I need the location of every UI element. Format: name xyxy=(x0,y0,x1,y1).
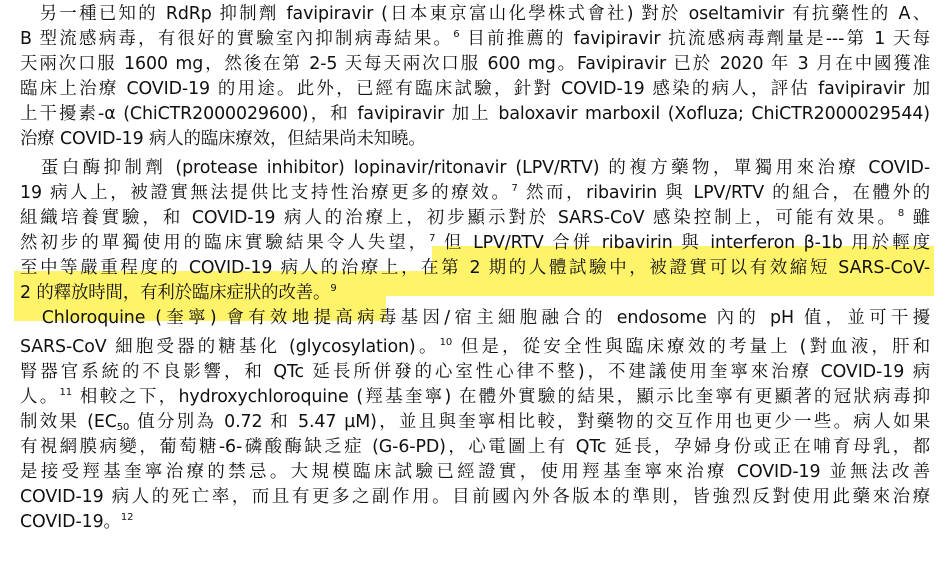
line-text: SARS-CoV 細胞受器的糖基化 (glycosylation)。 xyxy=(20,337,440,357)
line-text: 另一種已知的 RdRp 抑制劑 favipiravir (日本東京富山化學株式會社) 對於 oseltamivir 有抗藥性的 A、 xyxy=(20,4,930,24)
line-text: 人。 xyxy=(20,387,60,407)
line-text-continued: 值分別為 0.72 和 5.47 µM)，並且與奎寧相比較，對藥物的交互作用也更少一些。病人如果 xyxy=(129,412,931,432)
line-text: 有視網膜病變，葡萄糖-6-磷酸酶缺乏症 (G-6-PD)，心電圖上有 QTc 延長，孕婦身份或正在哺育母乳，都 xyxy=(20,437,930,457)
text-line xyxy=(20,435,930,460)
line-text: 2 的釋放時間，有利於臨床症狀的改善。 xyxy=(20,283,331,303)
text-line xyxy=(20,27,930,52)
line-text: 制效果 (EC xyxy=(20,412,117,432)
text-line xyxy=(20,181,930,206)
highlighted-text: 但 LPV/RTV 合併 ribavirin 與 interferon β-1b 用於輕度 xyxy=(435,233,930,253)
text-line xyxy=(20,256,930,281)
text-line xyxy=(20,510,930,535)
reference-marker: 10 xyxy=(439,337,453,348)
line-text-continued: 目前推薦的 favipiravir 抗流感病毒劑量是---第 1 天每 xyxy=(459,29,930,49)
line-text: 腎器官系統的不良影響，和 QTc 延長所併發的心室性心律不整)，不建議使用奎寧來治療 COVID-19 病 xyxy=(20,362,930,382)
reference-marker: 11 xyxy=(59,387,72,398)
text-line xyxy=(20,306,930,331)
line-text: COVID-19 病人的死亡率，而且有更多之副作用。目前國內外各版本的準則，皆強烈反對使用此藥來治療 xyxy=(20,487,930,507)
text-line xyxy=(20,335,930,360)
text-line xyxy=(20,410,930,435)
text-line xyxy=(20,360,930,385)
line-text: 上干擾素-α (ChiCTR2000029600)，和 favipiravir 加上 baloxavir marboxil (Xofluza; ChiCTR2000029544) xyxy=(20,104,930,124)
text-line xyxy=(20,485,930,510)
line-text: COVID-19。 xyxy=(20,512,121,532)
text-line xyxy=(20,231,930,256)
line-text: 蛋白酶抑制劑 (protease inhibitor) lopinavir/ritonavir (LPV/RTV) 的複方藥物，單獨用來治療 COVID- xyxy=(20,158,930,178)
line-text-continued: 相較之下，hydroxychloroquine (羥基奎寧) 在體外實驗的結果，顯示比奎寧有更顯著的冠狀病毒抑 xyxy=(71,387,930,407)
line-text: 是接受羥基奎寧治療的禁忌。大規模臨床試驗已經證實，使用羥基奎寧來治療 COVID-19 並無法改善 xyxy=(20,462,930,482)
text-line xyxy=(20,52,930,77)
text-line xyxy=(20,206,930,231)
reference-marker: 12 xyxy=(120,512,134,523)
line-text: Chloroquine (奎寧) 會有效地提高病毒基因/宿主細胞融合的 endosome 內的 pH 值，並可干擾 xyxy=(20,308,930,328)
subscript: 50 xyxy=(116,422,130,433)
line-text: 至中等嚴重程度的 COVID-19 病人的治療上，在第 2 期的人體試驗中，被證實可以有效縮短 SARS-CoV- xyxy=(20,258,930,278)
reference-marker: 8 xyxy=(897,208,905,219)
reference-marker: 6 xyxy=(453,29,460,40)
line-text: 天兩次口服 1600 mg，然後在第 2-5 天每天兩次口服 600 mg。Favipiravir 已於 2020 年 3 月在中國獲准 xyxy=(20,54,930,74)
line-text: B 型流感病毒，有很好的實驗室內抑制病毒結果。 xyxy=(20,29,454,49)
text-line xyxy=(20,102,930,127)
text-line xyxy=(20,385,930,410)
text-line xyxy=(20,281,930,306)
line-text: 組織培養實驗，和 COVID-19 病人的治療上，初步顯示對於 SARS-CoV 感染控制上，可能有效果。 xyxy=(20,208,898,228)
text-line xyxy=(20,460,930,485)
text-line xyxy=(20,156,930,181)
text-line xyxy=(20,127,930,152)
line-text-continued: 然而，ribavirin 與 LPV/RTV 的組合，在體外的 xyxy=(517,183,930,203)
text-line xyxy=(20,2,930,27)
line-text: 然初步的單獨使用的臨床實驗結果令人失望， xyxy=(20,233,430,253)
text-line xyxy=(20,77,930,102)
reference-marker: 7 xyxy=(429,233,436,244)
line-text-continued: 雖 xyxy=(904,208,931,228)
reference-marker: 9 xyxy=(330,283,337,294)
line-text: 19 病人上，被證實無法提供比支持性治療更多的療效。 xyxy=(20,183,512,203)
line-text: 治療 COVID-19 病人的臨床療效，但結果尚未知曉。 xyxy=(20,129,426,149)
reference-marker: 7 xyxy=(511,183,518,194)
line-text-continued: 但是，從安全性與臨床療效的考量上 (對血液，肝和 xyxy=(452,337,930,357)
line-text: 臨床上治療 COVID-19 的用途。此外，已經有臨床試驗，針對 COVID-19 感染的病人，評估 favipiravir 加 xyxy=(20,79,930,99)
